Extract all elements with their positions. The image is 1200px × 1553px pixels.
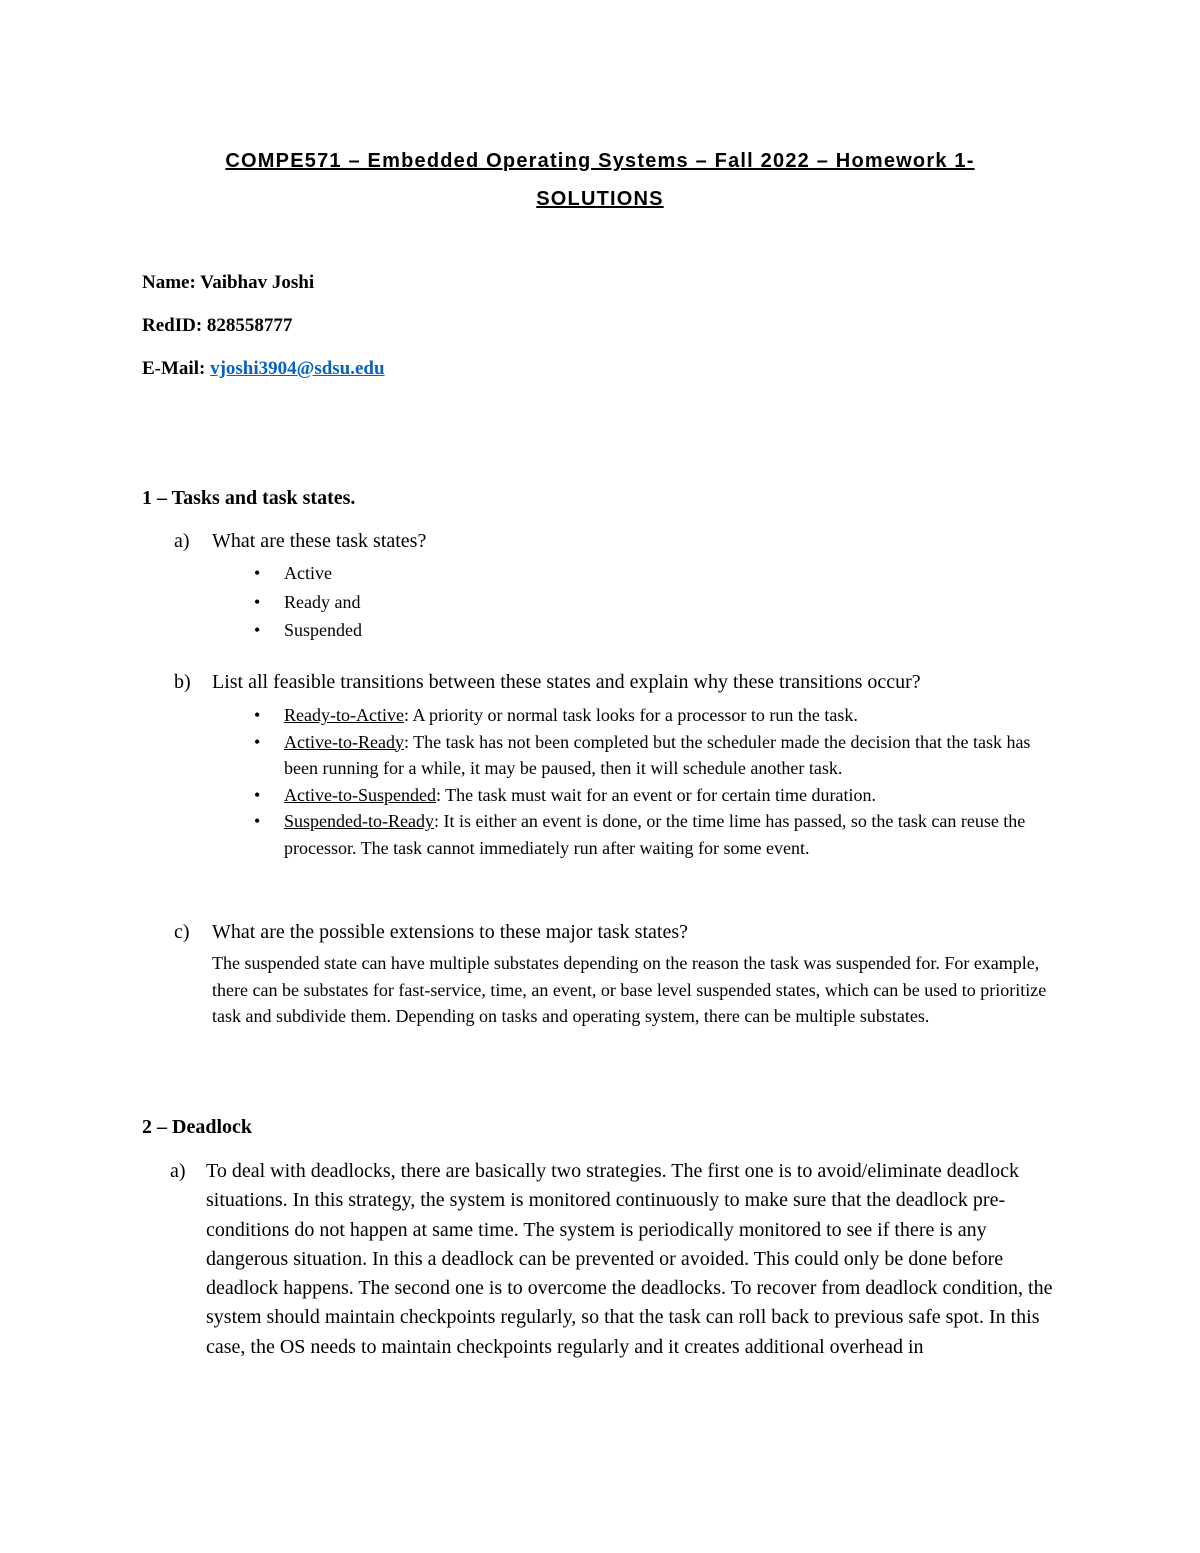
- question-2a-text: To deal with deadlocks, there are basically two strategies. The first one is to avoid/eliminate deadlock situations. In this strategy, the system is monitored continuously to make sure that the deadlock pre-conditions do not happen at same time. The system is periodically monitored to see if there is any dangerous situation. In this a deadlock can be prevented or avoided. This could only be done before deadlock happens. The second one is to overcome the deadlocks. To recover from deadlock condition, the system should maintain checkpoints regularly, so that the task can roll back to previous safe spot. In this case, the OS needs to maintain checkpoints regularly and it creates additional overhead in: [206, 1160, 1053, 1358]
- email-label: E-Mail:: [142, 358, 206, 379]
- question-1c-marker: c): [174, 921, 190, 943]
- transition-text: : The task must wait for an event or for certain time duration.: [435, 784, 877, 805]
- question-1b: [174, 671, 921, 694]
- transition-label: Suspended-to-Ready: [284, 811, 434, 831]
- task-states-list: [254, 559, 362, 645]
- list-item: • Suspended: [254, 616, 362, 645]
- section-1-heading: 1 – Tasks and task states.: [142, 487, 356, 509]
- question-1c: [174, 921, 688, 944]
- redid-value: 828558777: [206, 315, 293, 336]
- question-1c-text: What are the possible extensions to these major task states?: [212, 921, 688, 943]
- list-item: [254, 782, 1044, 809]
- transitions-list: [254, 702, 1044, 861]
- transition-label: Active-to-Suspended: [284, 784, 436, 805]
- transition-label: Active-to-Ready: [284, 731, 404, 752]
- title-line-2: SOLUTIONS: [536, 188, 664, 210]
- email-link[interactable]: vjoshi3904@sdsu.edu: [210, 358, 385, 379]
- list-item: [254, 702, 1044, 729]
- transition-text: : The task has not been completed but the scheduler made the decision that the task has been running for a while, it may be paused, then it will schedule another task.: [284, 731, 1031, 778]
- section-2-heading: 2 – Deadlock: [142, 1116, 252, 1138]
- transition-text: : It is either an event is done, or the time lime has passed, so the task can reuse the processor. The task cannot immediately run after waiting for some event.: [284, 811, 1026, 858]
- list-item: [254, 808, 1044, 861]
- name-value: Vaibhav Joshi: [200, 272, 315, 293]
- list-item: [254, 729, 1044, 782]
- question-2a-marker: a): [170, 1160, 186, 1182]
- question-1a: [174, 530, 426, 553]
- question-1a-marker: a): [174, 530, 190, 552]
- redid-line: [142, 315, 292, 337]
- name-label: Name:: [142, 272, 196, 293]
- question-1a-text: What are these task states?: [212, 530, 427, 552]
- question-1c-answer: The suspended state can have multiple substates depending on the reason the task was suspended for. For example, there can be substates for fast-service, time, an event, or base level suspended states, which can be used to prioritize task and subdivide them. Depending on tasks and operating system, there can be multiple substates.: [212, 953, 1047, 1026]
- document-title: [120, 142, 1080, 218]
- question-1b-marker: b): [174, 671, 191, 693]
- question-2a: [170, 1157, 1060, 1362]
- email-line: [142, 358, 385, 380]
- title-line-1: COMPE571 – Embedded Operating Systems – Fall 2022 – Homework 1-: [225, 150, 975, 172]
- question-1b-text: List all feasible transitions between these states and explain why these transitions occur?: [212, 671, 921, 693]
- list-item: • Ready and: [254, 588, 362, 617]
- transition-label: Ready-to-Active: [284, 705, 404, 725]
- list-item: • Active: [254, 559, 362, 588]
- redid-label: RedID:: [142, 315, 203, 336]
- transition-text: : A priority or normal task looks for a processor to run the task.: [403, 705, 858, 725]
- name-line: [142, 272, 314, 294]
